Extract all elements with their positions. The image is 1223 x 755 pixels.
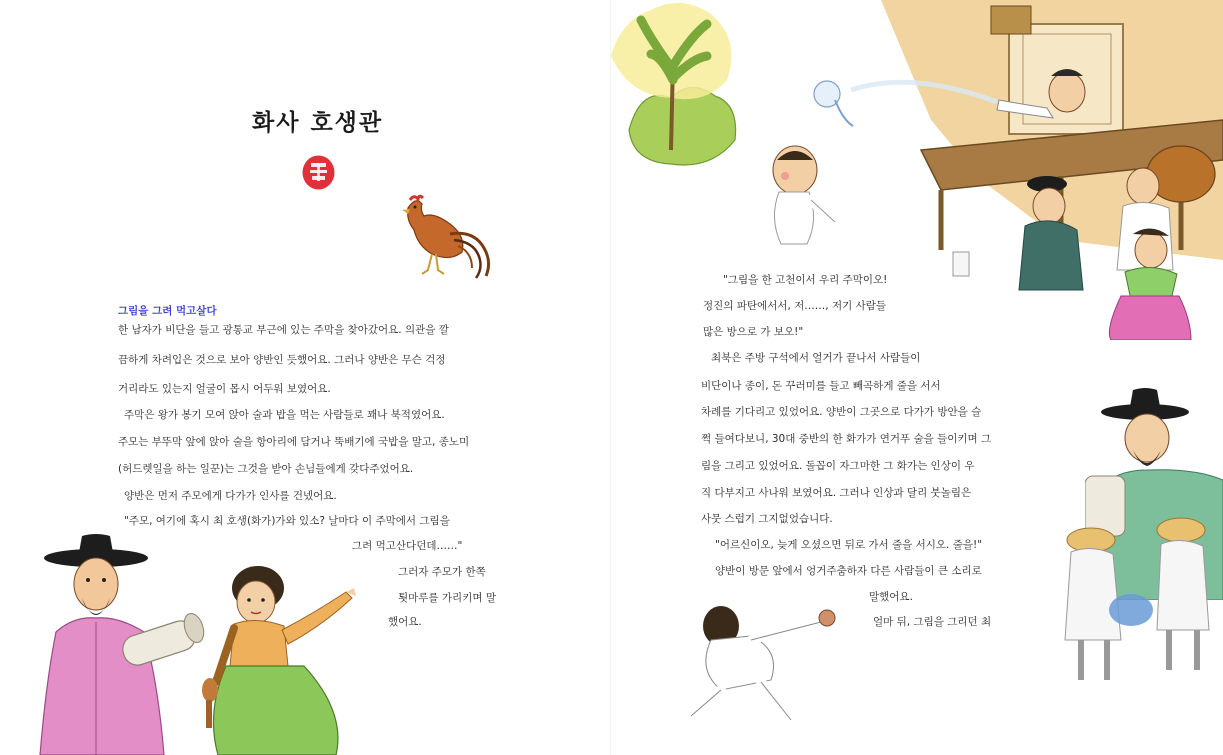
seal-stamp-icon (300, 154, 337, 191)
body-line: "어르신이오, 늦게 오셨으면 뒤로 가서 줄을 서시오. 줄을!" (715, 539, 983, 551)
rooster-illustration (388, 190, 500, 282)
left-page (0, 0, 611, 755)
tumbling-child-illustration (759, 140, 839, 250)
body-line: 비단이나 종이, 돈 꾸러미를 들고 빼곡하게 줄을 서서 (701, 380, 941, 392)
body-line: 끔하게 차려입은 것으로 보아 양반인 듯했어요. 그러나 양반은 무슨 걱정 (118, 354, 446, 366)
body-line: 했어요. (388, 616, 422, 628)
body-line: 그러자 주모가 한쪽 (398, 566, 486, 578)
body-line: 림을 그리고 있었어요. 돌꼽이 자그마한 그 화가는 인상이 우 (701, 460, 975, 472)
body-line: 많은 방으로 가 보오!" (703, 326, 804, 338)
body-line: 주모는 부뚜막 앞에 앉아 술을 항아리에 담거나 뚝배기에 국밥을 말고, 종노미 (118, 436, 470, 448)
body-line: 양반은 먼저 주모에게 다가가 인사를 건넸어요. (124, 490, 337, 502)
scholar-with-scroll-illustration (26, 532, 222, 755)
body-line: 양반이 방문 앞에서 엉거주춤하자 다른 사람들이 큰 소리로 (715, 565, 982, 577)
innkeeper-woman-illustration (196, 562, 372, 755)
body-line: "주모, 여기에 혹시 최 호생(화가)가와 있소? 날마다 이 주막에서 그림을 (124, 515, 450, 527)
body-line: 최북은 주방 구석에서 얼거가 끝나서 사람들이 (711, 352, 921, 364)
body-line: 주막은 왕가 봉기 모여 앉아 술과 밥을 먹는 사람들로 꽤나 북적였어요. (124, 409, 445, 421)
running-child-illustration (681, 600, 851, 730)
body-line: 얼마 뒤, 그림을 그리던 최 (873, 616, 992, 628)
body-line: 그려 먹고산다던데……" (352, 540, 463, 552)
chapter-title: 화사 호생관 (252, 110, 384, 136)
right-page (611, 0, 1223, 755)
body-line: 차례를 기다리고 있었어요. 양반이 그곳으로 다가가 방안을 슬 (701, 406, 982, 418)
willow-tree-illustration (611, 0, 746, 170)
body-line: 한 남자가 비단을 들고 광통교 부근에 있는 주막을 찾아갔어요. 의관을 깔 (118, 324, 449, 336)
body-line: 말했어요. (869, 591, 913, 603)
body-line: 사뭇 스럽기 그지없었습니다. (701, 513, 833, 525)
body-line: 거리라도 있는지 얼굴이 몹시 어두워 보였어요. (118, 383, 331, 395)
crowd-illustration (1041, 500, 1223, 690)
body-line: 툇마루를 가리키며 말 (398, 592, 496, 604)
body-line: 직 다부지고 사나워 보였어요. 그러나 인상과 달리 붓놀림은 (701, 487, 972, 499)
body-line: 정진의 파탄에서서, 저……, 저기 사람들 (703, 300, 887, 312)
body-line: "그림을 한 고천이서 우리 주막이오! (723, 274, 888, 286)
section-heading: 그림을 그려 먹고살다 (118, 305, 217, 317)
body-line: 쩍 들여다보니, 30대 중반의 한 화가가 연거푸 술을 들이키며 그 (701, 433, 992, 445)
body-line: (허드렛일을 하는 일꾼)는 그것을 받아 손님들에게 갖다주었어요. (118, 463, 414, 475)
